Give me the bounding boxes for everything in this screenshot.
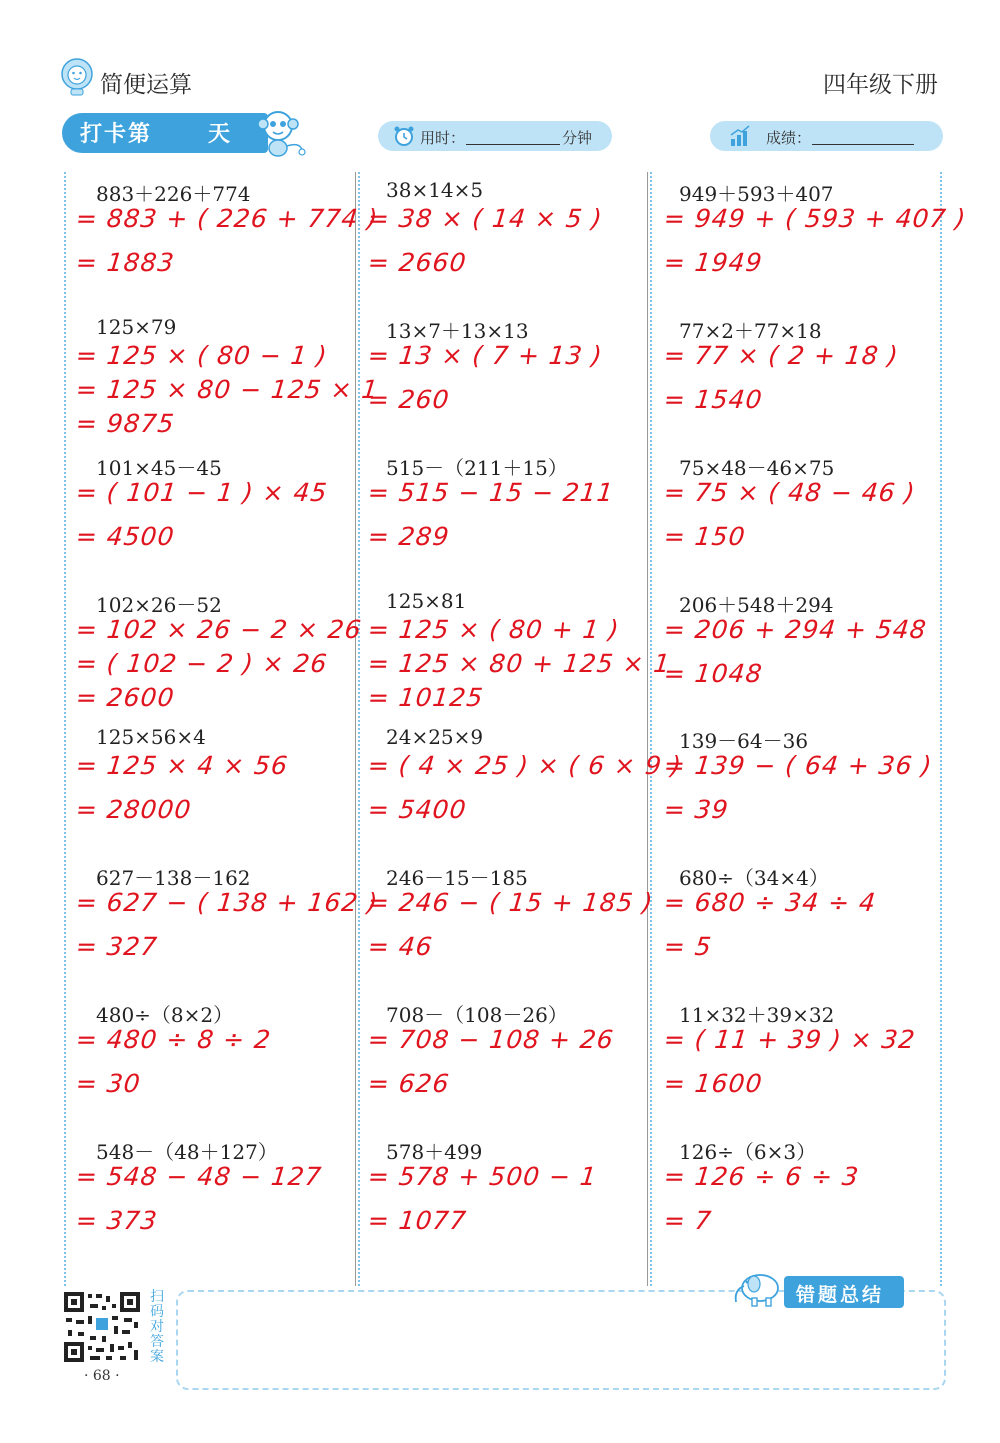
handwritten-answer-line: = ( 11 + 39 ) × 32 xyxy=(662,1025,917,1054)
handwritten-answer-line: = 5 xyxy=(662,932,714,961)
handwritten-answer-line: = 2660 xyxy=(366,248,469,277)
problem-question: 125×56×4 xyxy=(96,725,206,749)
problem-question: 24×25×9 xyxy=(386,725,484,749)
problem-question: 949＋593＋407 xyxy=(679,182,834,206)
handwritten-answer-line: = 30 xyxy=(74,1069,143,1098)
column-divider-2b xyxy=(650,172,652,1286)
handwritten-answer-line: = 7 xyxy=(662,1206,714,1235)
problem-question: 11×32＋39×32 xyxy=(679,1003,835,1027)
handwritten-answer-line: = 578 + 500 − 1 xyxy=(366,1162,599,1191)
handwritten-answer-line: = 206 + 294 + 548 xyxy=(662,615,929,644)
elephant-icon xyxy=(730,1268,786,1308)
problem-question: 548－（48＋127） xyxy=(96,1140,278,1164)
handwritten-answer-line: = 126 ÷ 6 ÷ 3 xyxy=(662,1162,861,1191)
page-number: · 68 · xyxy=(84,1368,120,1384)
problem-question: 125×81 xyxy=(386,589,467,613)
score-blank[interactable] xyxy=(812,128,914,145)
handwritten-answer-line: = 949 + ( 593 + 407 ) xyxy=(662,204,968,233)
handwritten-answer-line: = 125 × 80 + 125 × 1 xyxy=(366,649,673,678)
handwritten-answer-line: = 10125 xyxy=(366,683,485,712)
problem-question: 125×79 xyxy=(96,315,177,339)
handwritten-answer-line: = 102 × 26 − 2 × 26 xyxy=(74,615,364,644)
handwritten-answer-line: = 139 − ( 64 + 36 ) xyxy=(662,751,934,780)
bar-chart-icon xyxy=(728,124,752,148)
handwritten-answer-line: = 75 × ( 48 − 46 ) xyxy=(662,478,917,507)
handwritten-answer-line: = 260 xyxy=(366,385,452,414)
checkin-day-label: 天 xyxy=(208,122,231,147)
handwritten-answer-line: = 708 − 108 + 26 xyxy=(366,1025,616,1054)
problem-question: 102×26－52 xyxy=(96,593,222,617)
handwritten-answer-line: = 125 × ( 80 + 1 ) xyxy=(366,615,621,644)
column-divider-1b xyxy=(358,172,360,1286)
score-label: 成绩： xyxy=(766,129,812,147)
time-unit: 分钟 xyxy=(562,129,593,147)
handwritten-answer-line: = 150 xyxy=(662,522,748,551)
handwritten-answer-line: = 2600 xyxy=(74,683,177,712)
problem-question: 77×2＋77×18 xyxy=(679,319,822,343)
grid-border-right xyxy=(940,172,942,1286)
handwritten-answer-line: = 46 xyxy=(366,932,435,961)
handwritten-answer-line: = 13 × ( 7 + 13 ) xyxy=(366,341,605,370)
handwritten-answer-line: = 1048 xyxy=(662,659,765,688)
handwritten-answer-line: = ( 102 − 2 ) × 26 xyxy=(74,649,329,678)
handwritten-answer-line: = 627 − ( 138 + 162 ) xyxy=(74,888,380,917)
checkin-label: 打卡第 xyxy=(80,122,153,147)
handwritten-answer-line: = 548 − 48 − 127 xyxy=(74,1162,324,1191)
problem-question: 75×48－46×75 xyxy=(679,456,835,480)
handwritten-answer-line: = ( 101 − 1 ) × 45 xyxy=(74,478,329,507)
handwritten-answer-line: = 327 xyxy=(74,932,160,961)
handwritten-answer-line: = 5400 xyxy=(366,795,469,824)
handwritten-answer-line: = 4500 xyxy=(74,522,177,551)
handwritten-answer-line: = 1883 xyxy=(74,248,177,277)
handwritten-answer-line: = 480 ÷ 8 ÷ 2 xyxy=(74,1025,273,1054)
handwritten-answer-line: = 77 × ( 2 + 18 ) xyxy=(662,341,901,370)
handwritten-answer-line: = 1949 xyxy=(662,248,765,277)
problem-question: 480÷（8×2） xyxy=(96,1003,234,1027)
handwritten-answer-line: = 125 × ( 80 − 1 ) xyxy=(74,341,329,370)
monkey-icon xyxy=(252,106,308,158)
handwritten-answer-line: = 246 − ( 15 + 185 ) xyxy=(366,888,655,917)
handwritten-answer-line: = 680 ÷ 34 ÷ 4 xyxy=(662,888,878,917)
grid-border-left xyxy=(64,172,66,1286)
time-label: 用时： xyxy=(420,129,466,147)
handwritten-answer-line: = 9875 xyxy=(74,409,177,438)
lion-icon xyxy=(60,56,94,96)
handwritten-answer-line: = 125 × 4 × 56 xyxy=(74,751,290,780)
scan-for-answers-label: 扫 码 对 答 案 xyxy=(150,1289,164,1365)
problem-question: 206＋548＋294 xyxy=(679,593,834,617)
handwritten-answer-line: = 289 xyxy=(366,522,452,551)
handwritten-answer-line: = 1540 xyxy=(662,385,765,414)
handwritten-answer-line: = 39 xyxy=(662,795,731,824)
page-title: 简便运算 xyxy=(100,72,192,98)
problem-question: 13×7＋13×13 xyxy=(386,319,529,343)
handwritten-answer-line: = 1600 xyxy=(662,1069,765,1098)
grade-label: 四年级下册 xyxy=(823,72,938,98)
handwritten-answer-line: = 38 × ( 14 × 5 ) xyxy=(366,204,605,233)
mistake-summary-label: 错题总结 xyxy=(796,1284,885,1306)
problem-question: 101×45－45 xyxy=(96,456,222,480)
handwritten-answer-line: = 28000 xyxy=(74,795,193,824)
handwritten-answer-line: = 373 xyxy=(74,1206,160,1235)
problem-question: 126÷（6×3） xyxy=(679,1140,817,1164)
alarm-clock-icon xyxy=(392,124,416,148)
handwritten-answer-line: = 626 xyxy=(366,1069,452,1098)
problem-question: 883＋226＋774 xyxy=(96,182,251,206)
handwritten-answer-line: = 883 + ( 226 + 774 ) xyxy=(74,204,380,233)
handwritten-answer-line: = 515 − 15 − 211 xyxy=(366,478,616,507)
problem-question: 680÷（34×4） xyxy=(679,866,829,890)
problem-question: 578＋499 xyxy=(386,1140,483,1164)
handwritten-answer-line: = 125 × 80 − 125 × 1 xyxy=(74,375,381,404)
handwritten-answer-line: = ( 4 × 25 ) × ( 6 × 9 ) xyxy=(366,751,684,780)
column-divider-1 xyxy=(355,172,356,1286)
qr-code-icon xyxy=(62,1290,142,1364)
problem-question: 246－15－185 xyxy=(386,866,528,890)
problem-question: 515－（211＋15） xyxy=(386,456,568,480)
problem-question: 627－138－162 xyxy=(96,866,251,890)
problem-question: 139－64－36 xyxy=(679,729,809,753)
time-blank[interactable] xyxy=(466,128,560,145)
handwritten-answer-line: = 1077 xyxy=(366,1206,469,1235)
problem-question: 38×14×5 xyxy=(386,178,484,202)
column-divider-2 xyxy=(647,172,648,1286)
problem-question: 708－（108－26） xyxy=(386,1003,568,1027)
